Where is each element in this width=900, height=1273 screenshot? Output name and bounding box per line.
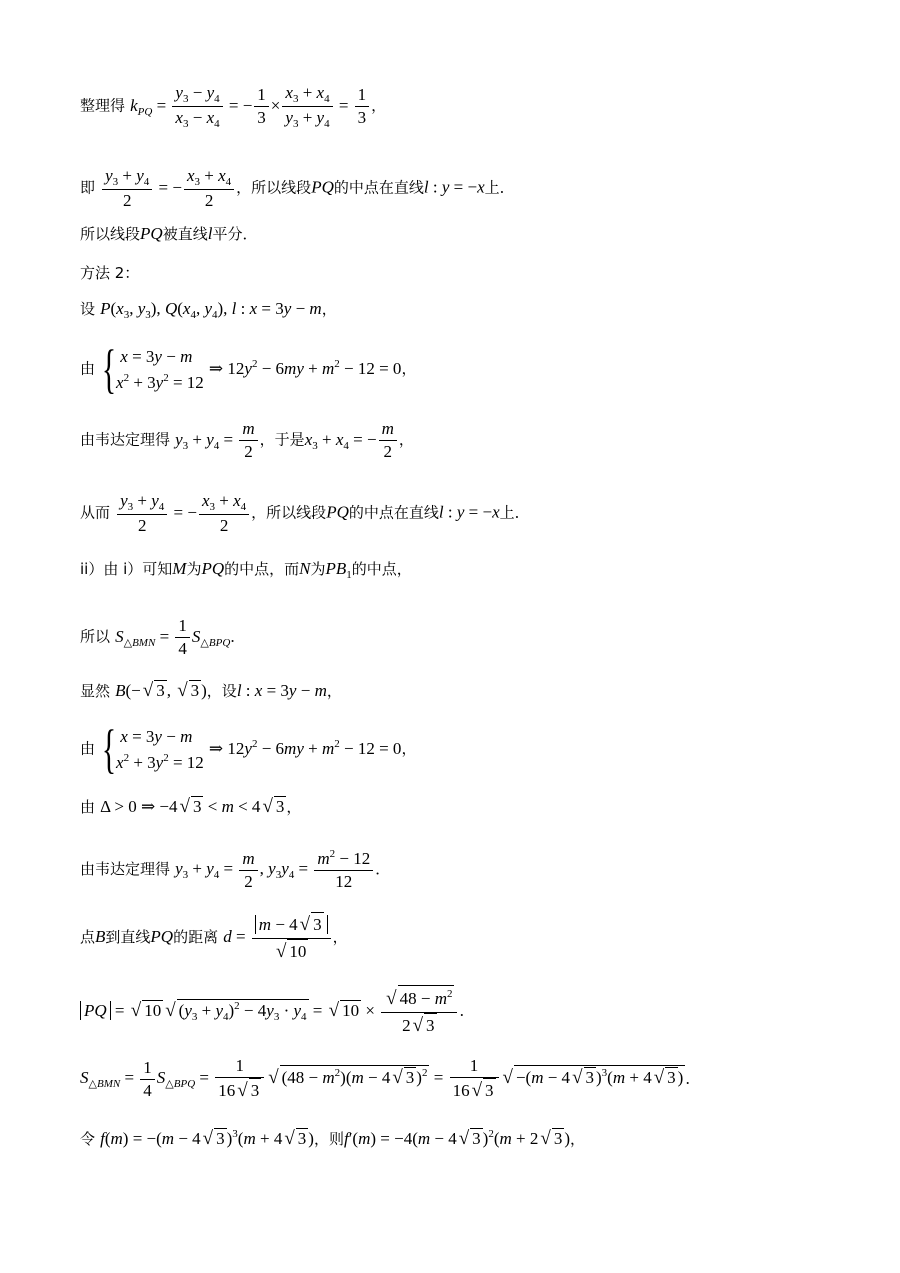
line-16: PQ = √ 10 √ $(y_3 + y_4)^2 - 4y_3 \cdot y_4$ = √ 10 × $\frac{√ 48 - m^2}{2 √ 3}$ ．: [80, 985, 474, 1038]
formula-system-2: { x = 3y − m $x^2 + 3y^2 = 12$: [101, 719, 204, 779]
line-5: 设 $P(x_3$, $y_3$), $Q(x_4$, $y_4$), l : x = 3y − m，: [80, 299, 337, 321]
line-18: 令 f(m) = −(m − 4 √ 3 )$^3$(m + 4 √ 3 )，则f′(m) = −4(m − 4 √ 3 )$^2$(m + 2 √ 3 )，: [80, 1128, 586, 1149]
formula-vieta-sum: $y_3 + y_4$ = $\frac{m}{2}$: [175, 430, 260, 449]
formula-midpoint: $\frac{y_3 + y_4}{2}$ = − $\frac{x_3 + x_4}{2}$: [100, 178, 236, 197]
line-2: 即 $\frac{y_3 + y_4}{2}$ = − $\frac{x_3 + x_4}{2}$ ，所以线段PQ的中点在直线l : y = −x上．: [80, 166, 515, 211]
line-15: 点B到直线PQ的距离 d = $\frac{m - 4 √ 3}{√ 10}$ ，: [80, 914, 348, 962]
line-11: 显然 B(− √ 3 , √ 3 )，设l : x = 3y − m，: [80, 680, 342, 701]
line-17: $S_{\triangle BMN}$ = $\frac{1}{4}$ $S_{\triangle BPQ}$ = $\frac{1}{16 √ 3}$ √ $(48 - m^2)(m - 4$ √ 3 )$^2$ = $\frac{1}{16 √ 3}$ √ −(m − 4 √ 3 )$^3$(m + 4 √ 3 ) ．: [80, 1056, 701, 1102]
line-6: 由 { x = 3y − m $x^2 + 3y^2 = 12$ ⇒ $12y^2 - 6my + m^2 - 12 = 0$，: [80, 339, 417, 399]
formula-area: $S_{\triangle BMN}$ = $\frac{1}{4}$ $S_{\triangle BPQ}$ = $\frac{1}{16 √ 3}$ √ $(48 - m^2)(m - 4$ √ 3 )$^2$ = $\frac{1}{16 √ 3}$ √ −(m − 4 √ 3 )$^3$(m + 4 √ 3 ): [80, 1056, 684, 1102]
line-7: 由韦达定理得 $y_3 + y_4$ = $\frac{m}{2}$ ，于是$x_3 + x_4$ = − $\frac{m}{2}$ ，: [80, 419, 414, 462]
line-3: 所以线段PQ被直线l平分．: [80, 224, 258, 243]
line-8: 从而 $\frac{y_3 + y_4}{2}$ = − $\frac{x_3 + x_4}{2}$ ，所以线段PQ的中点在直线l : y = −x上．: [80, 491, 530, 536]
formula-derivative: f′(m) = −4(m − 4 √ 3 )$^2$(m + 2 √ 3 ): [343, 1128, 570, 1149]
line-13: 由 Δ > 0 ⇒ −4 √ 3 < m < 4 √ 3 ，: [80, 796, 302, 817]
line-4: 方法 2：: [80, 264, 140, 282]
formula-system-1: { x = 3y − m $x^2 + 3y^2 = 12$: [101, 339, 204, 399]
line-10: 所以 $S_{\triangle BMN}$ = $\frac{1}{4}$ $S_{\triangle BPQ}$．: [80, 616, 246, 659]
line-9: ii）由 i）可知M为PQ的中点，而N为$PB_1$的中点，: [80, 559, 412, 581]
formula-setup: $P(x_3$, $y_3$), $Q(x_4$, $y_4$), l : x = 3y − m: [100, 299, 322, 321]
formula-area-ratio: $S_{\triangle BMN}$ = $\frac{1}{4}$ $S_{\triangle BPQ}$: [115, 616, 231, 659]
formula-distance: d = $\frac{m - 4 √ 3}{√ 10}$: [223, 927, 332, 946]
formula-chord-length: PQ = √ 10 √ $(y_3 + y_4)^2 - 4y_3 \cdot y_4$ = √ 10 × $\frac{√ 48 - m^2}{2 √ 3}$: [80, 1001, 459, 1020]
line-14: 由韦达定理得 $y_3 + y_4$ = $\frac{m}{2}$ , $y_3y_4$ = $\frac{m^2 - 12}{12}$ ．: [80, 848, 391, 892]
line-12: 由 { x = 3y − m $x^2 + 3y^2 = 12$ ⇒ $12y^2 - 6my + m^2 - 12 = 0$，: [80, 719, 417, 779]
formula-slope-pq: $k_{PQ}$ = $\frac{y_3 - y_4}{x_3 - x_4}$ = − $\frac{1}{3}$ × $\frac{x_3 + x_4}{y_3 + y_4}$ = $\frac{1}{3}$: [130, 96, 371, 115]
formula-function: f(m) = −(m − 4 √ 3 )$^3$(m + 4 √ 3 ): [100, 1128, 314, 1149]
line-1: 整理得 $k_{PQ}$ = $\frac{y_3 - y_4}{x_3 - x_4}$ = − $\frac{1}{3}$ × $\frac{x_3 + x_4}{y_3 + y_4}$ = $\frac{1}{3}$ ，: [80, 83, 387, 131]
